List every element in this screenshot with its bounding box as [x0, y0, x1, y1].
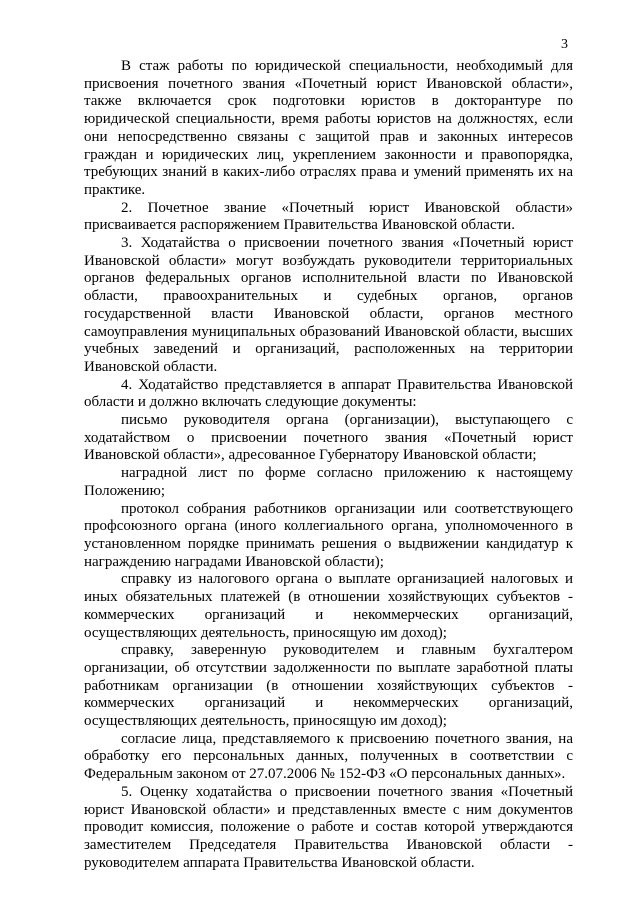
list-item-tax-certificate: справку из налогового органа о выплате организацией налоговых и иных обязательных платежей (в отношении хозяйствующих субъектов - коммерческих организаций и некоммерческих организаций, осуществляющих деятельность, приносящую им доход);	[84, 571, 573, 641]
list-item-salary-certificate: справку, заверенную руководителем и главным бухгалтером организации, об отсутствии задолженности по выплате заработной платы работникам организации (в отношении хозяйствующих субъектов - коммерческих организаций и некоммерческих организаций, осуществляющих деятельность, приносящую им доход);	[84, 642, 573, 730]
document-body	[84, 58, 573, 872]
list-item-letter: письмо руководителя органа (организации), выступающего с ходатайством о присвоении почетного звания «Почетный юрист Ивановской области», адресованное Губернатору Ивановской области;	[84, 412, 573, 464]
page-number: 3	[561, 37, 568, 52]
paragraph-3-petition-initiators: 3. Ходатайства о присвоении почетного звания «Почетный юрист Ивановской области» могут возбуждать руководители территориальных органов федеральных органов исполнительной власти по Ивановской области, правоохранительных и судебных органов, органов государственной власти Ивановской области, органов местного самоуправления муниципальных образований Ивановской области, высших учебных заведений и организаций, расположенных на территории Ивановской области.	[84, 235, 573, 375]
list-item-award-sheet: наградной лист по форме согласно приложению к настоящему Положению;	[84, 465, 573, 499]
paragraph-legal-experience: В стаж работы по юридической специальности, необходимый для присвоения почетного звания «Почетный юрист Ивановской области», также включается срок подготовки юристов в докторантуре по юридической специальности, время работы юристов на должностях, если они непосредственно связаны с защитой прав и законных интересов граждан и юридических лиц, укреплением законности и правопорядка, требующих знаний в каких-либо отраслях права и умений применять их на практике.	[84, 58, 573, 198]
list-item-meeting-protocol: протокол собрания работников организации или соответствующего профсоюзного органа (иного коллегиального органа, уполномоченного в установленном порядке принимать решения о выдвижении кандидатур к награждению наградами Ивановской области);	[84, 500, 573, 570]
paragraph-2-title-conferral: 2. Почетное звание «Почетный юрист Ивановской области» присваивается распоряжением Правительства Ивановской области.	[84, 199, 573, 234]
list-item-personal-data-consent: согласие лица, представляемого к присвоению почетного звания, на обработку его персональных данных, полученных в соответствии с Федеральным законом от 27.07.2006 № 152-ФЗ «О персональных данных».	[84, 730, 573, 783]
paragraph-4-petition-submission: 4. Ходатайство представляется в аппарат Правительства Ивановской области и должно включать следующие документы:	[84, 376, 573, 411]
paragraph-5-commission-evaluation: 5. Оценку ходатайства о присвоении почетного звания «Почетный юрист Ивановской области» и представленных вместе с ним документов проводит комиссия, положение о работе и состав которой утверждаются заместителем Председателя Правительства Ивановской области - руководителем аппарата Правительства Ивановской области.	[84, 783, 573, 871]
